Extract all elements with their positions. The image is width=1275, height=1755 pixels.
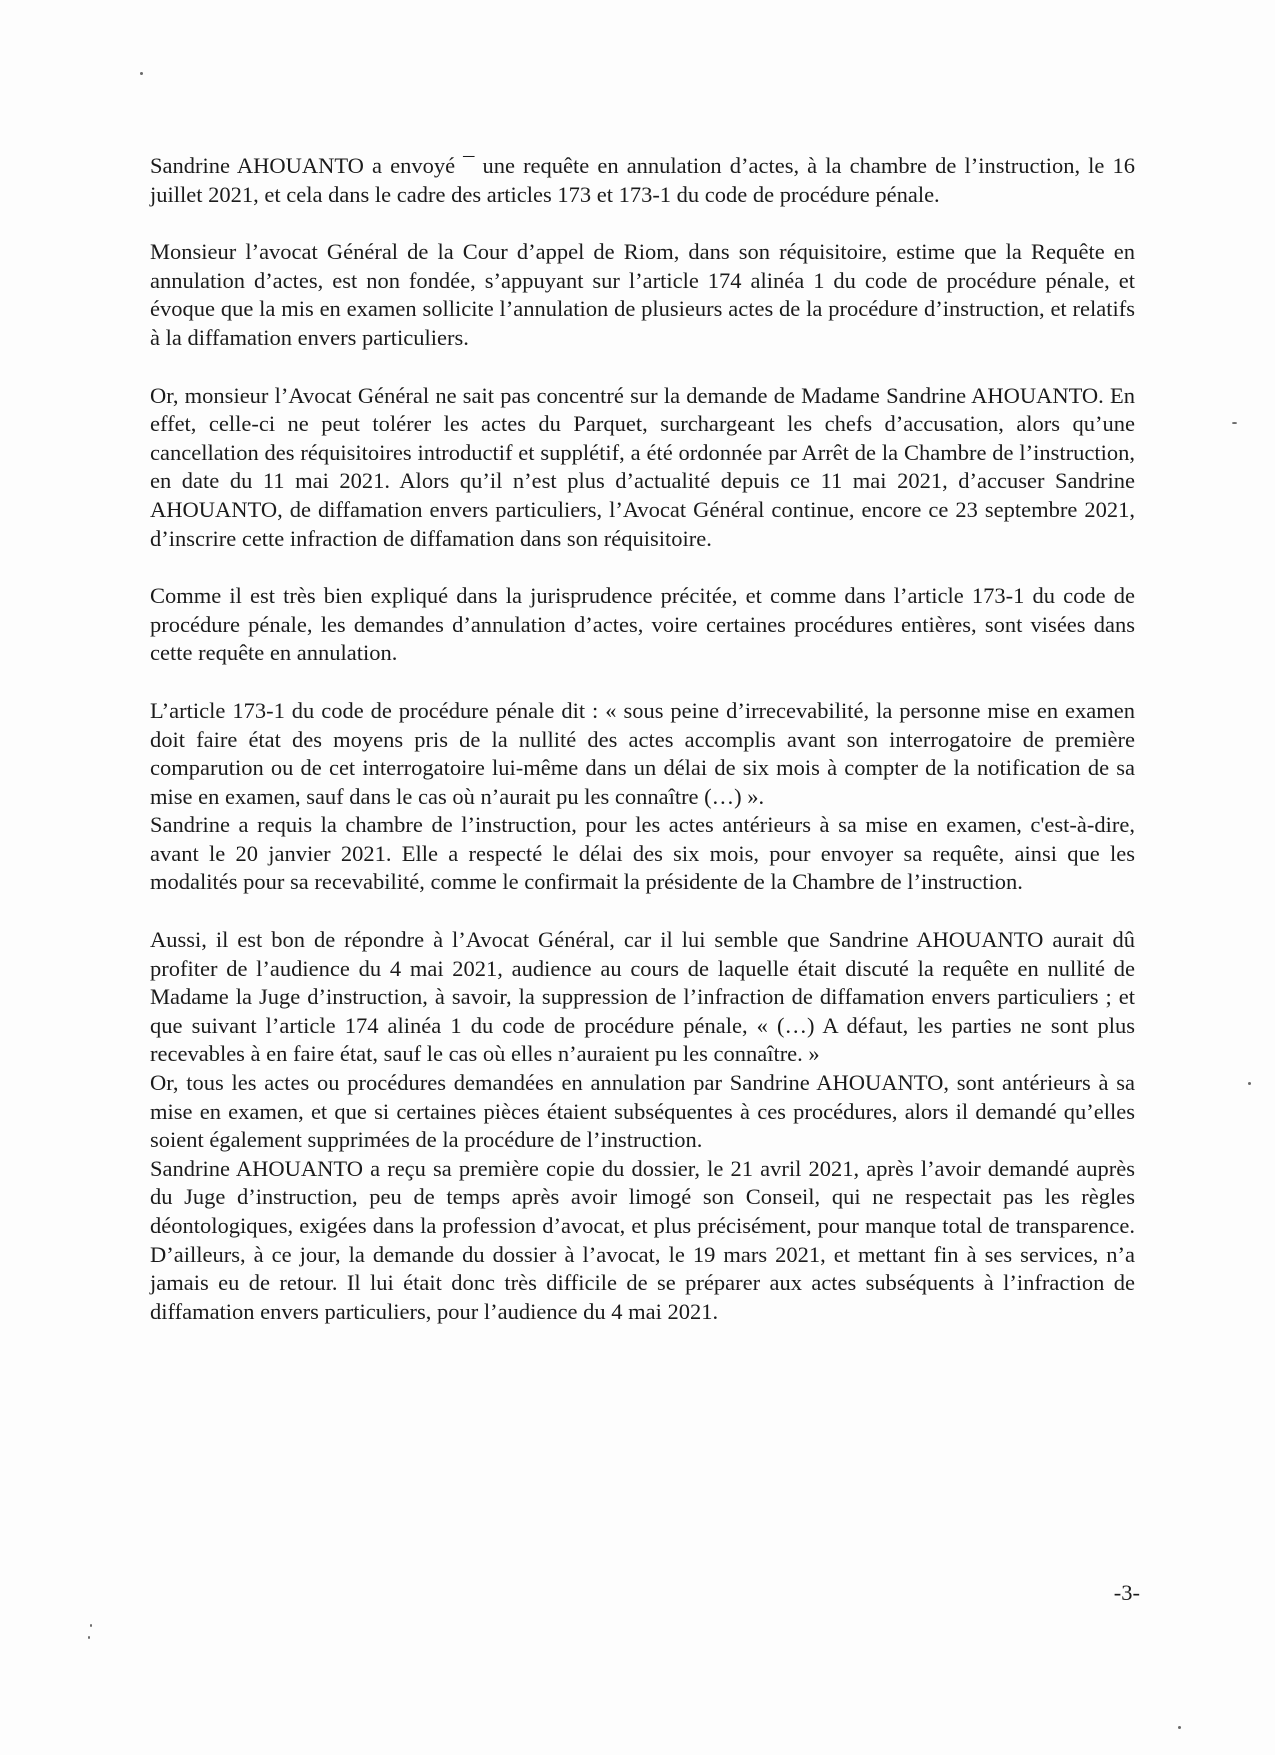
scan-speck: [88, 1636, 90, 1639]
document-body: [150, 152, 1135, 1326]
scan-speck: [1178, 1726, 1181, 1729]
scan-speck: [90, 1624, 92, 1627]
paragraph-2: Monsieur l’avocat Général de la Cour d’appel de Riom, dans son réquisitoire, estime que la Requête en annulation d’actes, est non fondée, s’appuyant sur l’article 174 alinéa 1 du code de procédure pénale, et évoque que la mis en examen sollicite l’annulation de plusieurs actes de la procédure d’instruction, et relatifs à la diffamation envers particuliers.: [150, 239, 1135, 350]
scan-speck: [1232, 422, 1237, 424]
paragraph-8: Or, tous les actes ou procédures demandées en annulation par Sandrine AHOUANTO, sont antérieurs à sa mise en examen, et que si certaines pièces étaient subséquentes à ces procédures, alors il demandé qu’elles soient également supprimées de la procédure de l’instruction.: [150, 1070, 1135, 1153]
paragraph-3: Or, monsieur l’Avocat Général ne sait pas concentré sur la demande de Madame Sandrine AHOUANTO. En effet, celle-ci ne peut tolérer les actes du Parquet, surchargeant les chefs d’accusation, alors qu’une cancellation des réquisitoires introductif et supplétif, a été ordonnée par Arrêt de la Chambre de l’instruction, en date du 11 mai 2021. Alors qu’il n’est plus d’actualité depuis ce 11 mai 2021, d’accuser Sandrine AHOUANTO, de diffamation envers particuliers, l’Avocat Général continue, encore ce 23 septembre 2021, d’inscrire cette infraction de diffamation dans son réquisitoire.: [150, 382, 1135, 551]
paragraph-7: Aussi, il est bon de répondre à l’Avocat Général, car il lui semble que Sandrine AHOUANTO aurait dû profiter de l’audience du 4 mai 2021, audience au cours de laquelle était discuté la requête en nullité de Madame la Juge d’instruction, à savoir, la suppression de l’infraction de diffamation envers particuliers ; et que suivant l’article 174 alinéa 1 du code de procédure pénale, « (…) A défaut, les parties ne sont plus recevables à en faire état, sauf le cas où elles n’auraient pu les connaître. »: [150, 927, 1135, 1067]
scan-speck: [140, 72, 143, 75]
paragraph-4: Comme il est très bien expliqué dans la jurisprudence précitée, et comme dans l’article 173-1 du code de procédure pénale, les demandes d’annulation d’actes, voire certaines procédures entières, sont visées dans cette requête en annulation.: [150, 583, 1135, 666]
paragraph-1: Sandrine AHOUANTO a envoyé ¯ une requête en annulation d’actes, à la chambre de l’instruction, le 16 juillet 2021, et cela dans le cadre des articles 173 et 173-1 du code de procédure pénale.: [150, 153, 1135, 207]
paragraph-9: Sandrine AHOUANTO a reçu sa première copie du dossier, le 21 avril 2021, après l’avoir demandé auprès du Juge d’instruction, peu de temps après avoir limogé son Conseil, qui ne respectait pas les règles déontologiques, exigées dans la profession d’avocat, et plus précisément, pour manque total de transparence. D’ailleurs, à ce jour, la demande du dossier à l’avocat, le 19 mars 2021, et mettant fin à ses services, n’a jamais eu de retour. Il lui était donc très difficile de se préparer aux actes subséquents à l’infraction de diffamation envers particuliers, pour l’audience du 4 mai 2021.: [150, 1155, 1135, 1324]
scan-speck: [1248, 1082, 1251, 1085]
paragraph-6: Sandrine a requis la chambre de l’instruction, pour les actes antérieurs à sa mise en examen, c'est-à-dire, avant le 20 janvier 2021. Elle a respecté le délai des six mois, pour envoyer sa requête, ainsi que les modalités pour sa recevabilité, comme le confirmait la présidente de la Chambre de l’instruction.: [150, 812, 1135, 895]
paragraph-5: L’article 173-1 du code de procédure pénale dit : « sous peine d’irrecevabilité, la personne mise en examen doit faire état des moyens pris de la nullité des actes accomplis avant son interrogatoire de première comparution ou de cet interrogatoire lui-même dans un délai de six mois à compter de la notification de sa mise en examen, sauf dans le cas où n’aurait pu les connaître (…) ».: [150, 697, 1135, 809]
page-number: -3-: [1113, 1580, 1140, 1605]
